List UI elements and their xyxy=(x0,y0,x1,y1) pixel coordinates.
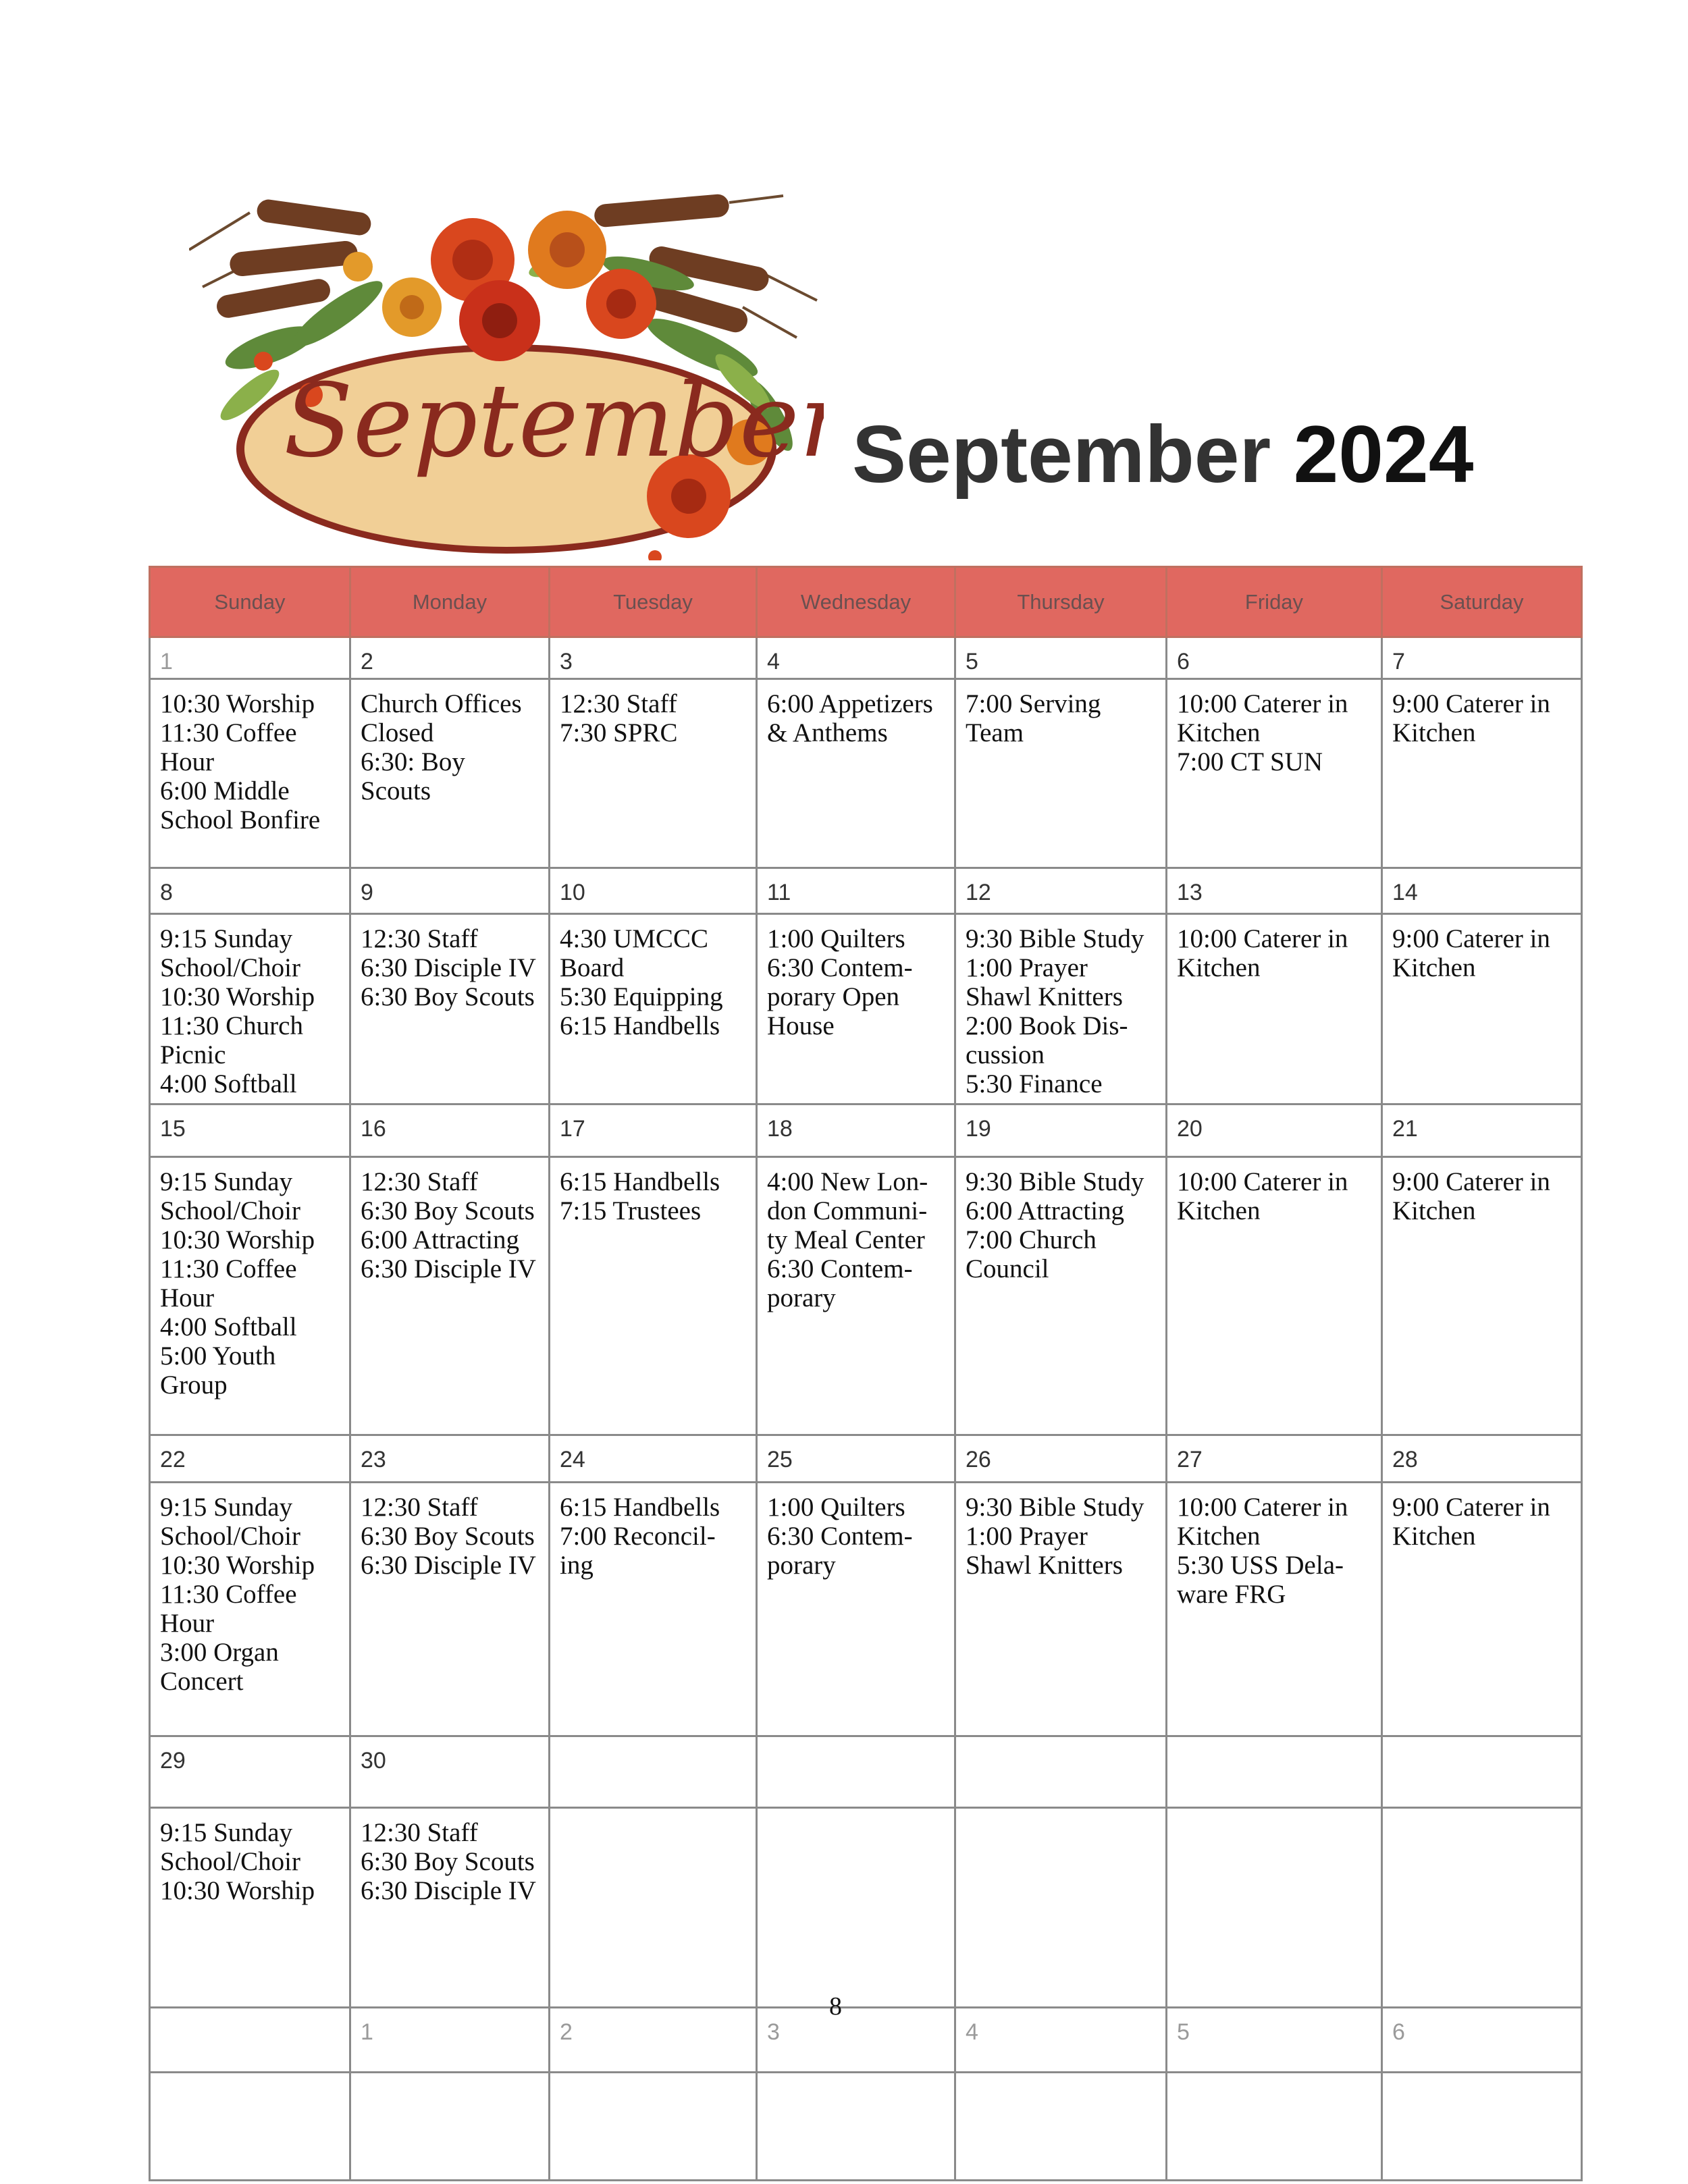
day-events-cell xyxy=(550,2073,757,2181)
week-events-row xyxy=(150,1157,1582,1435)
title-month: September xyxy=(852,409,1271,500)
event-item: 6:30 Boy Scouts xyxy=(361,982,535,1011)
event-item: 6:30: Boy Scouts xyxy=(361,747,465,805)
day-number: 5 xyxy=(955,637,1167,679)
day-events-cell xyxy=(757,1808,955,2008)
event-item: 2:00 Book Dis-cussion xyxy=(966,1011,1128,1069)
day-number: 19 xyxy=(955,1104,1167,1157)
week-day-numbers-row xyxy=(150,868,1582,914)
event-item: 11:30 Church Picnic xyxy=(160,1011,303,1069)
week-events-row xyxy=(150,2073,1582,2181)
day-number: 12 xyxy=(955,868,1167,914)
event-item: 10:30 Worship xyxy=(160,1876,315,1905)
day-number xyxy=(1167,1736,1382,1808)
event-item: 6:30 Disciple IV xyxy=(361,1254,536,1283)
day-events-cell xyxy=(757,1483,955,1736)
event-item: 10:00 Caterer in Kitchen xyxy=(1177,1167,1348,1225)
week-events-row xyxy=(150,914,1582,1104)
event-item: 7:00 Serving Team xyxy=(966,689,1101,747)
event-item: 6:30 Contem-porary Open House xyxy=(767,953,913,1040)
weekday-header: Friday xyxy=(1167,567,1382,637)
event-item: 7:30 SPRC xyxy=(560,718,678,747)
event-item: 12:30 Staff xyxy=(361,1818,478,1847)
day-events-cell xyxy=(550,679,757,868)
day-events-cell xyxy=(350,679,550,868)
day-events-cell xyxy=(757,2073,955,2181)
day-number: 3 xyxy=(550,637,757,679)
event-item: 7:00 Reconcil-ing xyxy=(560,1522,716,1580)
day-events-cell xyxy=(1382,1483,1582,1736)
event-item: 11:30 Coffee Hour xyxy=(160,1254,297,1312)
event-item: 5:00 Youth Group xyxy=(160,1341,276,1400)
event-item: 6:15 Handbells xyxy=(560,1011,720,1040)
event-item: 9:30 Bible Study xyxy=(966,924,1144,953)
event-item: 5:30 Finance xyxy=(966,1069,1103,1098)
day-events-cell xyxy=(955,914,1167,1104)
day-number: 22 xyxy=(150,1435,350,1483)
weekday-header: Wednesday xyxy=(757,567,955,637)
title-year: 2024 xyxy=(1293,409,1474,500)
event-item: 10:00 Caterer in Kitchen xyxy=(1177,689,1348,747)
event-item: 6:00 Attracting xyxy=(966,1196,1125,1225)
event-item: 7:00 Church Council xyxy=(966,1225,1097,1283)
event-item: 6:30 Contem-porary xyxy=(767,1254,913,1312)
weekday-header: Thursday xyxy=(955,567,1167,637)
weekday-header: Sunday xyxy=(150,567,350,637)
day-number: 14 xyxy=(1382,868,1582,914)
calendar-body xyxy=(150,637,1582,2181)
day-events-cell xyxy=(1382,1808,1582,2008)
day-number: 2 xyxy=(550,2008,757,2073)
event-item: 10:30 Worship xyxy=(160,689,315,718)
day-number xyxy=(757,1736,955,1808)
event-item: 6:30 Disciple IV xyxy=(361,1551,536,1580)
event-item: 1:00 Prayer Shawl Knitters xyxy=(966,953,1123,1011)
day-events-cell xyxy=(1382,679,1582,868)
event-item: 10:00 Caterer in Kitchen xyxy=(1177,1493,1348,1551)
day-events-cell xyxy=(350,1808,550,2008)
day-events-cell xyxy=(150,914,350,1104)
day-number: 9 xyxy=(350,868,550,914)
day-events-cell xyxy=(1382,914,1582,1104)
day-number: 27 xyxy=(1167,1435,1382,1483)
page-title xyxy=(852,404,1474,505)
week-day-numbers-row xyxy=(150,1435,1582,1483)
day-events-cell xyxy=(550,914,757,1104)
event-item: 7:00 CT SUN xyxy=(1177,747,1323,776)
event-item: 6:30 Contem-porary xyxy=(767,1522,913,1580)
event-item: 6:15 Handbells xyxy=(560,1167,720,1196)
day-number: 8 xyxy=(150,868,350,914)
day-events-cell xyxy=(955,1483,1167,1736)
week-events-row xyxy=(150,1483,1582,1736)
event-item: 10:30 Worship xyxy=(160,1551,315,1580)
week-day-numbers-row xyxy=(150,1104,1582,1157)
event-item: 9:15 Sunday School/Choir xyxy=(160,1818,301,1876)
day-events-cell xyxy=(550,1157,757,1435)
event-item: 9:00 Caterer in Kitchen xyxy=(1392,1167,1550,1225)
day-number: 6 xyxy=(1167,637,1382,679)
event-item: 10:30 Worship xyxy=(160,1225,315,1254)
day-events-cell xyxy=(1167,2073,1382,2181)
event-item: 4:30 UMCCC Board xyxy=(560,924,708,982)
day-events-cell xyxy=(1167,1483,1382,1736)
day-number: 13 xyxy=(1167,868,1382,914)
calendar-grid xyxy=(149,566,1583,2181)
day-events-cell xyxy=(955,679,1167,868)
weekday-header: Tuesday xyxy=(550,567,757,637)
day-number: 29 xyxy=(150,1736,350,1808)
day-number: 20 xyxy=(1167,1104,1382,1157)
day-events-cell xyxy=(955,2073,1167,2181)
event-item: 10:00 Caterer in Kitchen xyxy=(1177,924,1348,982)
day-events-cell xyxy=(757,1157,955,1435)
day-events-cell xyxy=(150,1483,350,1736)
event-item: 1:00 Quilters xyxy=(767,1493,905,1522)
day-events-cell xyxy=(350,1157,550,1435)
event-item: 9:15 Sunday School/Choir xyxy=(160,924,301,982)
day-events-cell xyxy=(350,914,550,1104)
week-events-row xyxy=(150,1808,1582,2008)
day-events-cell xyxy=(550,1483,757,1736)
event-item: 9:00 Caterer in Kitchen xyxy=(1392,1493,1550,1551)
event-item: 4:00 New Lon-don Communi-ty Meal Center xyxy=(767,1167,928,1254)
day-number xyxy=(955,1736,1167,1808)
weekday-header: Saturday xyxy=(1382,567,1582,637)
day-events-cell xyxy=(955,1157,1167,1435)
day-events-cell xyxy=(350,1483,550,1736)
day-number: 18 xyxy=(757,1104,955,1157)
page-number: 8 xyxy=(829,1992,842,2021)
weekday-header-row xyxy=(150,567,1582,637)
event-item: 10:30 Worship xyxy=(160,982,315,1011)
event-item: 12:30 Staff xyxy=(361,1167,478,1196)
event-item: 4:00 Softball xyxy=(160,1312,297,1341)
day-events-cell xyxy=(1167,1808,1382,2008)
event-item: 1:00 Prayer Shawl Knitters xyxy=(966,1522,1123,1580)
event-item: 9:00 Caterer in Kitchen xyxy=(1392,924,1550,982)
day-events-cell xyxy=(1382,1157,1582,1435)
day-events-cell xyxy=(1382,2073,1582,2181)
day-events-cell xyxy=(550,1808,757,2008)
weekday-header: Monday xyxy=(350,567,550,637)
event-item: 6:00 Appetizers & Anthems xyxy=(767,689,933,747)
day-number xyxy=(1382,1736,1582,1808)
day-number: 5 xyxy=(1167,2008,1382,2073)
day-number: 17 xyxy=(550,1104,757,1157)
event-item: 11:30 Coffee Hour xyxy=(160,718,297,776)
week-events-row xyxy=(150,679,1582,868)
event-item: 9:15 Sunday School/Choir xyxy=(160,1167,301,1225)
day-number xyxy=(150,2008,350,2073)
day-events-cell xyxy=(1167,679,1382,868)
event-item: 4:00 Softball xyxy=(160,1069,297,1098)
day-number: 6 xyxy=(1382,2008,1582,2073)
day-events-cell xyxy=(150,679,350,868)
day-events-cell xyxy=(955,1808,1167,2008)
day-number: 1 xyxy=(350,2008,550,2073)
day-number: 11 xyxy=(757,868,955,914)
event-item: 5:30 USS Dela-ware FRG xyxy=(1177,1551,1344,1609)
event-item: Church Offices Closed xyxy=(361,689,522,747)
day-number: 3 xyxy=(757,2008,955,2073)
week-day-numbers-row xyxy=(150,2008,1582,2073)
event-item: 6:00 Middle School Bonfire xyxy=(160,776,321,834)
day-events-cell xyxy=(757,679,955,868)
day-number: 21 xyxy=(1382,1104,1582,1157)
event-item: 6:30 Disciple IV xyxy=(361,1876,536,1905)
day-number: 28 xyxy=(1382,1435,1582,1483)
day-events-cell xyxy=(150,2073,350,2181)
day-events-cell xyxy=(1167,1157,1382,1435)
event-item: 1:00 Quilters xyxy=(767,924,905,953)
day-number: 1 xyxy=(150,637,350,679)
logo-text: September xyxy=(284,363,824,480)
event-item: 6:30 Boy Scouts xyxy=(361,1196,535,1225)
day-events-cell xyxy=(150,1808,350,2008)
event-item: 9:00 Caterer in Kitchen xyxy=(1392,689,1550,747)
event-item: 7:15 Trustees xyxy=(560,1196,702,1225)
event-item: 12:30 Staff xyxy=(361,924,478,953)
week-day-numbers-row xyxy=(150,637,1582,679)
day-number: 26 xyxy=(955,1435,1167,1483)
event-item: 9:30 Bible Study xyxy=(966,1493,1144,1522)
day-events-cell xyxy=(350,2073,550,2181)
day-number: 4 xyxy=(757,637,955,679)
day-number xyxy=(550,1736,757,1808)
event-item: 3:00 Organ Concert xyxy=(160,1638,279,1696)
week-day-numbers-row xyxy=(150,1736,1582,1808)
event-item: 6:00 Attracting xyxy=(361,1225,520,1254)
event-item: 6:15 Handbells xyxy=(560,1493,720,1522)
day-number: 23 xyxy=(350,1435,550,1483)
day-number: 30 xyxy=(350,1736,550,1808)
day-events-cell xyxy=(150,1157,350,1435)
day-events-cell xyxy=(757,914,955,1104)
event-item: 6:30 Boy Scouts xyxy=(361,1522,535,1551)
day-number: 10 xyxy=(550,868,757,914)
event-item: 9:15 Sunday School/Choir xyxy=(160,1493,301,1551)
event-item: 11:30 Coffee Hour xyxy=(160,1580,297,1638)
event-item: 6:30 Disciple IV xyxy=(361,953,536,982)
day-number: 4 xyxy=(955,2008,1167,2073)
event-item: 9:30 Bible Study xyxy=(966,1167,1144,1196)
day-number: 7 xyxy=(1382,637,1582,679)
september-floral-logo xyxy=(189,192,824,560)
day-number: 25 xyxy=(757,1435,955,1483)
day-number: 16 xyxy=(350,1104,550,1157)
day-number: 15 xyxy=(150,1104,350,1157)
event-item: 12:30 Staff xyxy=(560,689,677,718)
event-item: 12:30 Staff xyxy=(361,1493,478,1522)
day-number: 24 xyxy=(550,1435,757,1483)
event-item: 6:30 Boy Scouts xyxy=(361,1847,535,1876)
event-item: 5:30 Equipping xyxy=(560,982,723,1011)
day-number: 2 xyxy=(350,637,550,679)
day-events-cell xyxy=(1167,914,1382,1104)
